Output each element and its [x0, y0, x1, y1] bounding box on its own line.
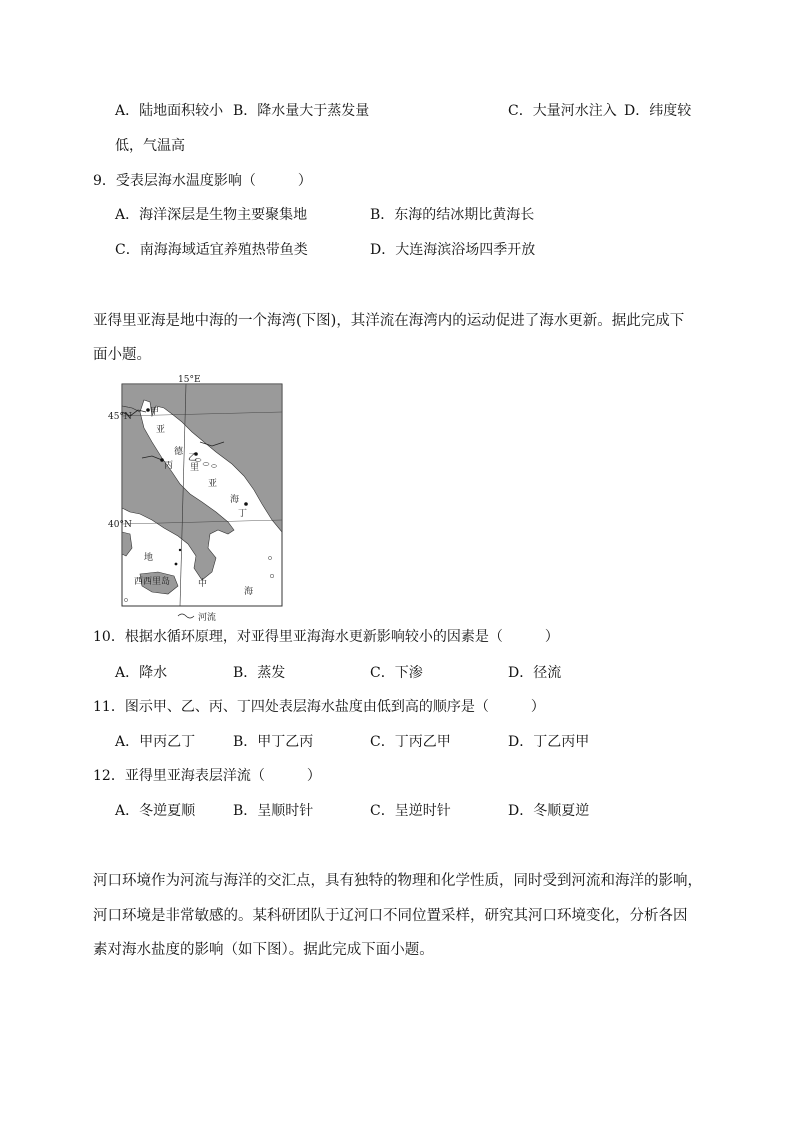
q12-option-b: B．呈顺时针 [233, 803, 314, 819]
label-sea-ya: 亚 [156, 425, 166, 435]
q11-stem: 11．图示甲、乙、丙、丁四处表层海水盐度由低到高的顺序是（ ） [93, 699, 545, 715]
label-zhong: 中 [198, 579, 208, 589]
label-sea-ya2: 亚 [208, 479, 218, 489]
q10-option-c: C．下渗 [370, 665, 423, 681]
legend-river-symbol [178, 614, 194, 618]
q9-option-b: B．东海的结冰期比黄海长 [370, 207, 535, 223]
label-15e: 15°E [178, 375, 201, 385]
legend-river-label: 河流 [198, 613, 217, 623]
label-40n: 40°N [108, 520, 132, 530]
label-45n: 45°N [108, 412, 132, 422]
label-ding: 丁 [238, 509, 248, 519]
q12-option-d: D．冬顺夏逆 [508, 803, 590, 819]
label-yi: 乙 [188, 453, 198, 463]
q9-stem: 9．受表层海水温度影响（ ） [93, 173, 312, 189]
label-li: 里 [190, 463, 200, 473]
label-med-hai: 海 [244, 587, 254, 597]
label-jia: 甲 [150, 407, 160, 417]
q9-option-c: C．南海海域适宜养殖热带鱼类 [115, 242, 308, 258]
q11-option-c: C．丁丙乙甲 [370, 734, 451, 750]
label-di: 地 [144, 553, 154, 563]
q12-stem: 12．亚得里亚海表层洋流（ ） [93, 768, 321, 784]
q8-option-c: C．大量河水注入 [508, 103, 617, 119]
passage1-line2: 面小题。 [93, 347, 151, 363]
q8-option-b: B．降水量大于蒸发量 [233, 103, 370, 119]
passage2-line2: 河口环境是非常敏感的。某科研团队于辽河口不同位置采样，研究其河口环境变化，分析各因 [93, 908, 688, 924]
q8-option-d-continued: 低，气温高 [115, 138, 185, 154]
q10-option-a: A．降水 [115, 665, 168, 681]
q8-option-d: D．纬度较 [624, 103, 692, 119]
passage1-line1: 亚得里亚海是地中海的一个海湾(下图)，其洋流在海湾内的运动促进了海水更新。据此完成下 [93, 313, 685, 329]
q10-option-b: B．蒸发 [233, 665, 286, 681]
q12-option-c: C．呈逆时针 [370, 803, 451, 819]
q11-option-a: A．甲丙乙丁 [115, 734, 196, 750]
q12-option-a: A．冬逆夏顺 [115, 803, 196, 819]
label-de: 德 [174, 447, 184, 457]
q10-option-d: D．径流 [508, 665, 562, 681]
q9-option-d: D．大连海滨浴场四季开放 [370, 242, 536, 258]
label-sicily: 西西里岛 [134, 577, 171, 587]
passage2-line1: 河口环境作为河流与海洋的交汇点，具有独特的物理和化学性质，同时受到河流和海洋的影响， [93, 873, 702, 889]
q10-stem: 10．根据水循环原理，对亚得里亚海海水更新影响较小的因素是（ ） [93, 629, 559, 645]
q9-option-a: A．海洋深层是生物主要聚集地 [115, 207, 308, 223]
q11-option-b: B．甲丁乙丙 [233, 734, 314, 750]
adriatic-sea-map [108, 372, 292, 624]
label-hai: 海 [230, 495, 240, 505]
q8-option-a: A．陆地面积较小 [115, 103, 224, 119]
passage2-line3: 素对海水盐度的影响（如下图）。据此完成下面小题。 [93, 942, 434, 958]
label-bing: 丙 [164, 461, 174, 471]
q11-option-d: D．丁乙丙甲 [508, 734, 590, 750]
point-ding [244, 502, 248, 506]
